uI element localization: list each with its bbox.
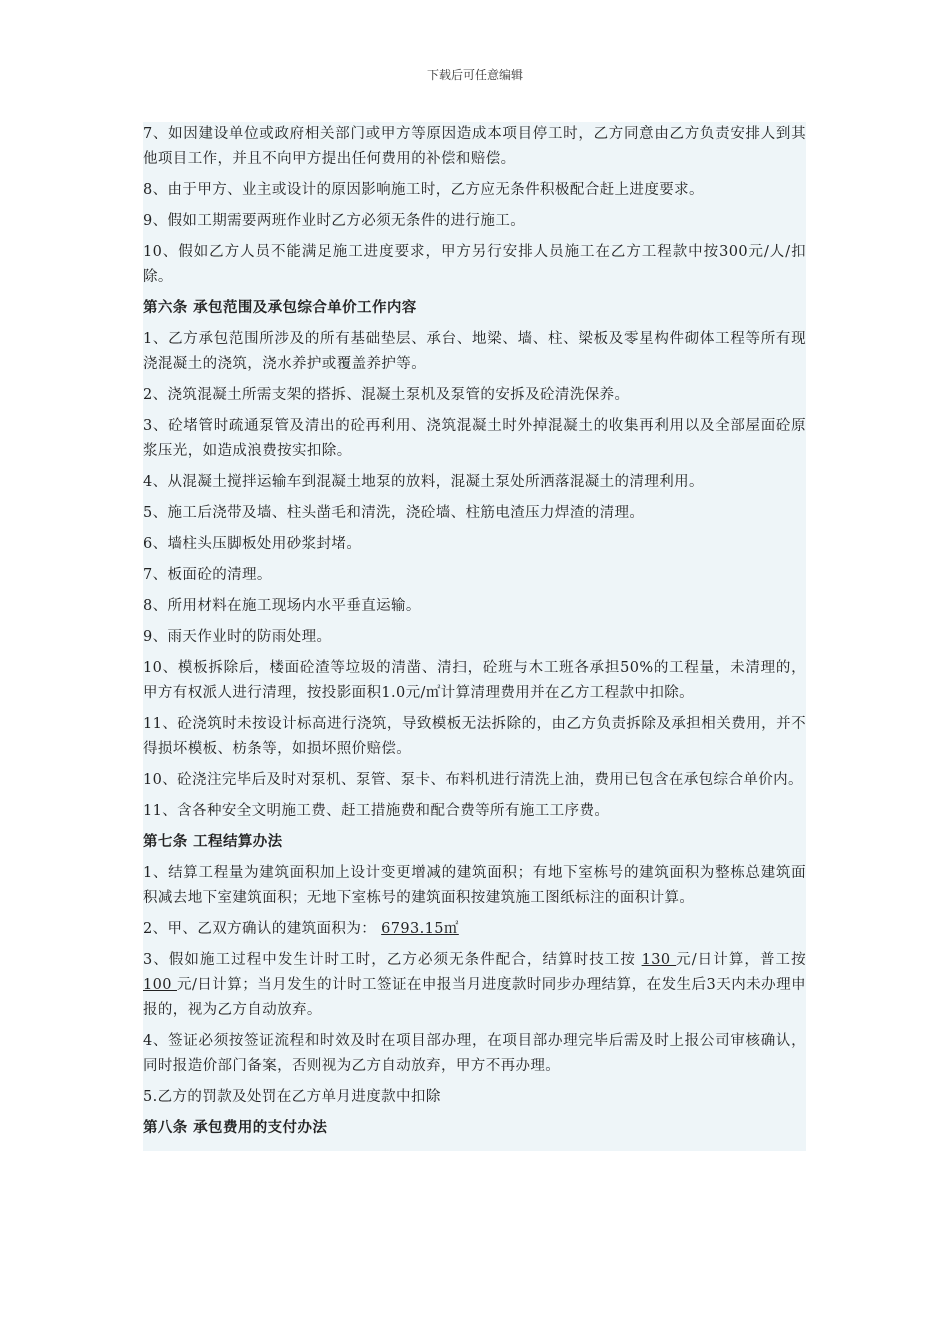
document-body [143,122,806,1151]
paragraph: 11、砼浇筑时未按设计标高进行浇筑，导致模板无法拆除的，由乙方负责拆除及承担相关费用，并不得损坏模板、枋条等，如损坏照价赔偿。 [143,716,806,757]
filled-value: 130 [641,952,677,968]
paragraph: 10、假如乙方人员不能满足施工进度要求，甲方另行安排人员施工在乙方工程款中按300元/人/扣除。 [143,244,806,285]
paragraph: 2、浇筑混凝土所需支架的搭拆、混凝土泵机及泵管的安拆及砼清洗保养。 [143,387,630,403]
section-heading: 第八条 承包费用的支付办法 [143,1120,328,1136]
paragraph: 8、所用材料在施工现场内水平垂直运输。 [143,598,421,614]
paragraph [143,948,806,1023]
paragraph: 9、假如工期需要两班作业时乙方必须无条件的进行施工。 [143,213,526,229]
paragraph: 7、板面砼的清理。 [143,567,272,583]
paragraph: 10、模板拆除后，楼面砼渣等垃圾的清凿、清扫，砼班与木工班各承担50%的工程量，未清理的，甲方有权派人进行清理，按投影面积1.0元/㎡计算清理费用并在乙方工程款中扣除。 [143,660,806,701]
filled-value: 6793.15㎡ [381,921,459,937]
paragraph-text: 元/日计算；当月发生的计时工签证在申报当月进度款时同步办理结算，在发生后3天内未办理申报的，视为乙方自动放弃。 [143,977,806,1018]
paragraph: 11、含各种安全文明施工费、赶工措施费和配合费等所有施工工序费。 [143,803,610,819]
paragraph [143,917,806,942]
paragraph: 6、墙柱头压脚板处用砂浆封堵。 [143,536,362,552]
paragraph: 10、砼浇注完毕后及时对泵机、泵管、泵卡、布料机进行清洗上油，费用已包含在承包综合单价内。 [143,772,803,788]
paragraph-text: 2、甲、乙双方确认的建筑面积为： [143,921,382,937]
filled-value: 100 [143,977,177,993]
paragraph: 9、雨天作业时的防雨处理。 [143,629,332,645]
paragraph: 8、由于甲方、业主或设计的原因影响施工时，乙方应无条件积极配合赶上进度要求。 [143,182,704,198]
paragraph: 1、结算工程量为建筑面积加上设计变更增减的建筑面积；有地下室栋号的建筑面积为整栋总建筑面积减去地下室建筑面积；无地下室栋号的建筑面积按建筑施工图纸标注的面积计算。 [143,865,806,906]
paragraph: 1、乙方承包范围所涉及的所有基础垫层、承台、地梁、墙、柱、梁板及零星构件砌体工程等所有现浇混凝土的浇筑，浇水养护或覆盖养护等。 [143,331,806,372]
paragraph: 4、签证必须按签证流程和时效及时在项目部办理，在项目部办理完毕后需及时上报公司审核确认，同时报造价部门备案，否则视为乙方自动放弃，甲方不再办理。 [143,1033,806,1074]
page-header: 下载后可任意编辑 [426,68,523,82]
paragraph-text: 3、假如施工过程中发生计时工时，乙方必须无条件配合，结算时技工按 [143,952,642,968]
paragraph: 7、如因建设单位或政府相关部门或甲方等原因造成本项目停工时，乙方同意由乙方负责安排人到其他项目工作，并且不向甲方提出任何费用的补偿和赔偿。 [143,126,806,167]
paragraph: 3、砼堵管时疏通泵管及清出的砼再利用、浇筑混凝土时外掉混凝土的收集再利用以及全部屋面砼原浆压光，如造成浪费按实扣除。 [143,418,806,459]
paragraph-text: 元/日计算，普工按 [676,952,806,968]
paragraph: 5、施工后浇带及墙、柱头凿毛和清洗，浇砼墙、柱筋电渣压力焊渣的清理。 [143,505,645,521]
paragraph: 5.乙方的罚款及处罚在乙方单月进度款中扣除 [143,1089,441,1105]
paragraph: 4、从混凝土搅拌运输车到混凝土地泵的放料，混凝土泵处所洒落混凝土的清理利用。 [143,474,704,490]
section-heading: 第七条 工程结算办法 [143,834,283,850]
section-heading: 第六条 承包范围及承包综合单价工作内容 [143,300,417,316]
